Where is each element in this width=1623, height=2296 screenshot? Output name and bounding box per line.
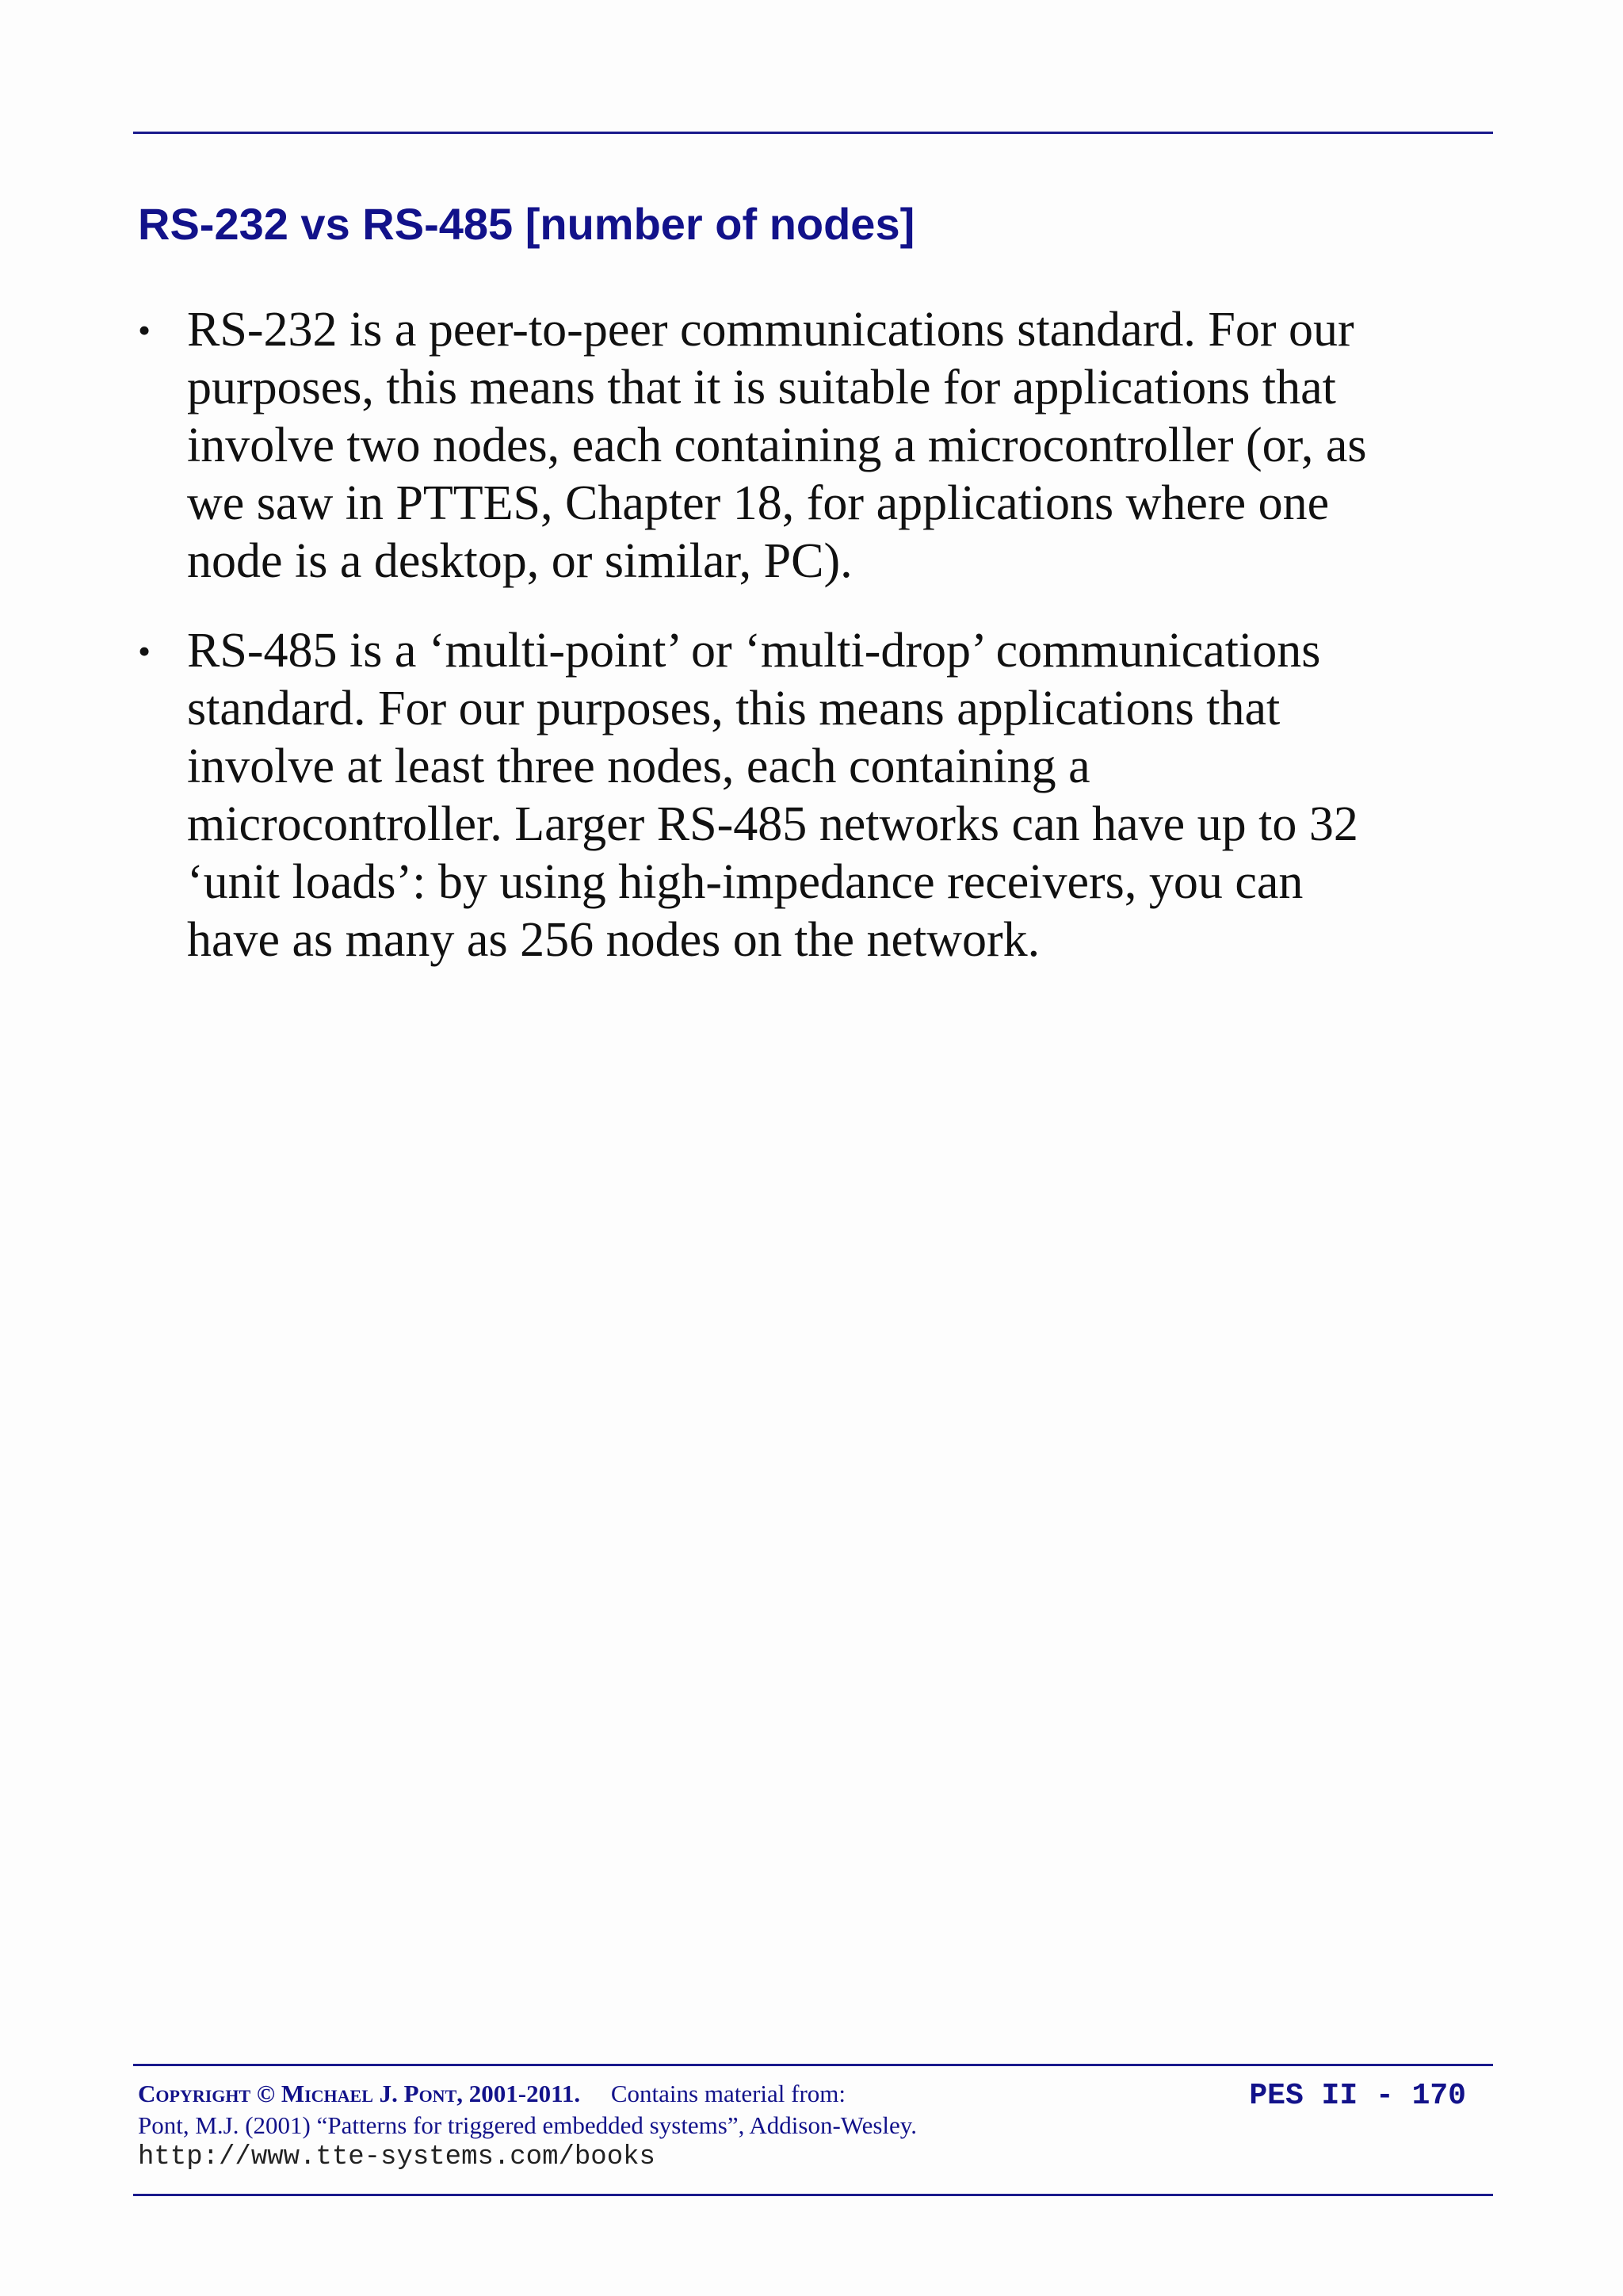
bullet-text-line: RS-232 is a peer-to-peer communications standard. For our — [187, 303, 1354, 357]
contains-text: Contains material from: — [610, 2080, 846, 2107]
footer-bottom-rule — [133, 2194, 1493, 2196]
footer-top-rule — [133, 2064, 1493, 2066]
bullet-text-line: ‘unit loads’: by using high-impedance receivers, you can — [187, 855, 1304, 909]
bullet-text-line: RS-485 is a ‘multi-point’ or ‘multi-drop’ communications — [187, 624, 1321, 678]
bullet-icon: • — [138, 631, 151, 671]
bullet-icon: • — [138, 310, 151, 350]
page-number: PES II - 170 — [1249, 2079, 1466, 2113]
bullet-list — [138, 301, 1390, 1001]
copyright-text: Copyright © Michael J. Pont, 2001-2011. — [138, 2080, 581, 2107]
footer-citation: Pont, M.J. (2001) “Patterns for triggered embedded systems”, Addison-Wesley. — [138, 2111, 918, 2139]
header-rule — [133, 132, 1493, 134]
page-title: RS-232 vs RS-485 [number of nodes] — [138, 199, 915, 249]
bullet-text-line: standard. For our purposes, this means applications that — [187, 682, 1281, 735]
footer-url-link[interactable]: http://www.tte-systems.com/books — [138, 2142, 655, 2172]
bullet-text-line: we saw in PTTES, Chapter 18, for applications where one — [187, 476, 1330, 530]
bullet-text-line: involve at least three nodes, each containing a — [187, 739, 1090, 793]
bullet-text-line: node is a desktop, or similar, PC). — [187, 534, 853, 588]
footer — [138, 2078, 1485, 2189]
bullet-item-rs232 — [138, 301, 1390, 590]
bullet-text-line: microcontroller. Larger RS-485 networks can have up to 32 — [187, 797, 1358, 851]
bullet-text-line: have as many as 256 nodes on the network. — [187, 913, 1041, 967]
bullet-text-line: purposes, this means that it is suitable for applications that — [187, 361, 1336, 415]
bullet-item-rs485 — [138, 622, 1390, 969]
bullet-text-line: involve two nodes, each containing a microcontroller (or, as — [187, 418, 1367, 472]
